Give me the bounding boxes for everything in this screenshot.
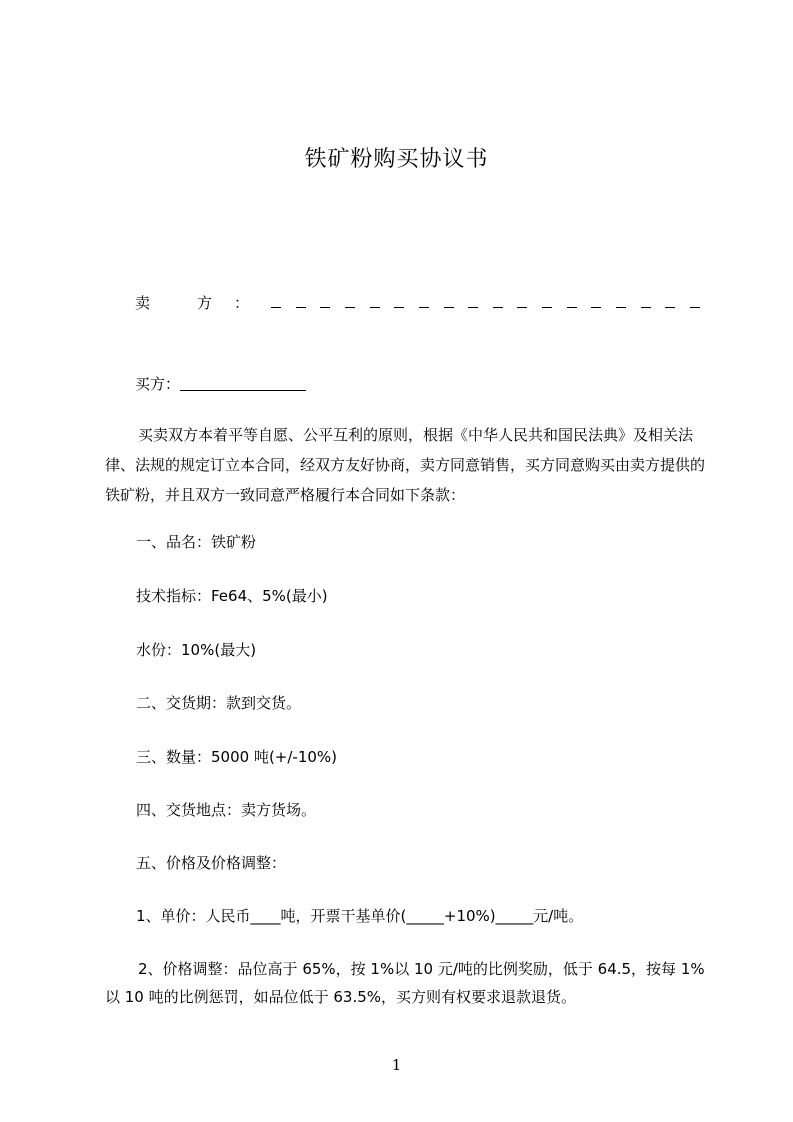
item-quantity: 三、数量：5000 吨(+/-10%): [136, 748, 338, 766]
seller-colon: ：: [234, 294, 250, 312]
seller-line: [135, 292, 700, 313]
item-price-heading: 五、价格及价格调整：: [136, 854, 287, 872]
price-adjustment-paragraph: 2、价格调整：品位高于 65%，按 1%以 10 元/吨的比例奖励，低于 64.5，按每 1%以 10 吨的比例惩罚，如品位低于 63.5%，买方则有权要求退款退货。: [105, 960, 705, 1006]
item-unit-price: 1、单价：人民币____吨，开票干基单价(_____+10%)_____元/吨。: [136, 907, 584, 925]
item-delivery-period: 二、交货期：款到交货。: [136, 694, 302, 712]
item-delivery-place: 四、交货地点：卖方货场。: [136, 801, 317, 819]
document-title: 铁矿粉购买协议书: [304, 147, 489, 172]
item-moisture: 水份：10%(最大): [136, 641, 257, 659]
seller-label: 卖 方: [135, 294, 229, 312]
buyer-blank: [180, 376, 306, 391]
buyer-line: [135, 373, 306, 394]
intro-paragraph: 买卖双方本着平等自愿、公平互利的原则，根据《中华人民共和国民法典》及相关法律、法规的规定订立本合同，经双方友好协商，卖方同意销售，买方同意购买由卖方提供的铁矿粉，并且双方一致同意严格履行本合同如下条款：: [105, 426, 706, 504]
seller-blank: [271, 297, 700, 308]
item-technical-spec: 技术指标：Fe64、5%(最小): [136, 587, 328, 605]
page-number: 1: [391, 1056, 402, 1074]
item-product-name: 一、品名：铁矿粉: [136, 533, 257, 551]
buyer-label: 买方：: [135, 375, 181, 393]
